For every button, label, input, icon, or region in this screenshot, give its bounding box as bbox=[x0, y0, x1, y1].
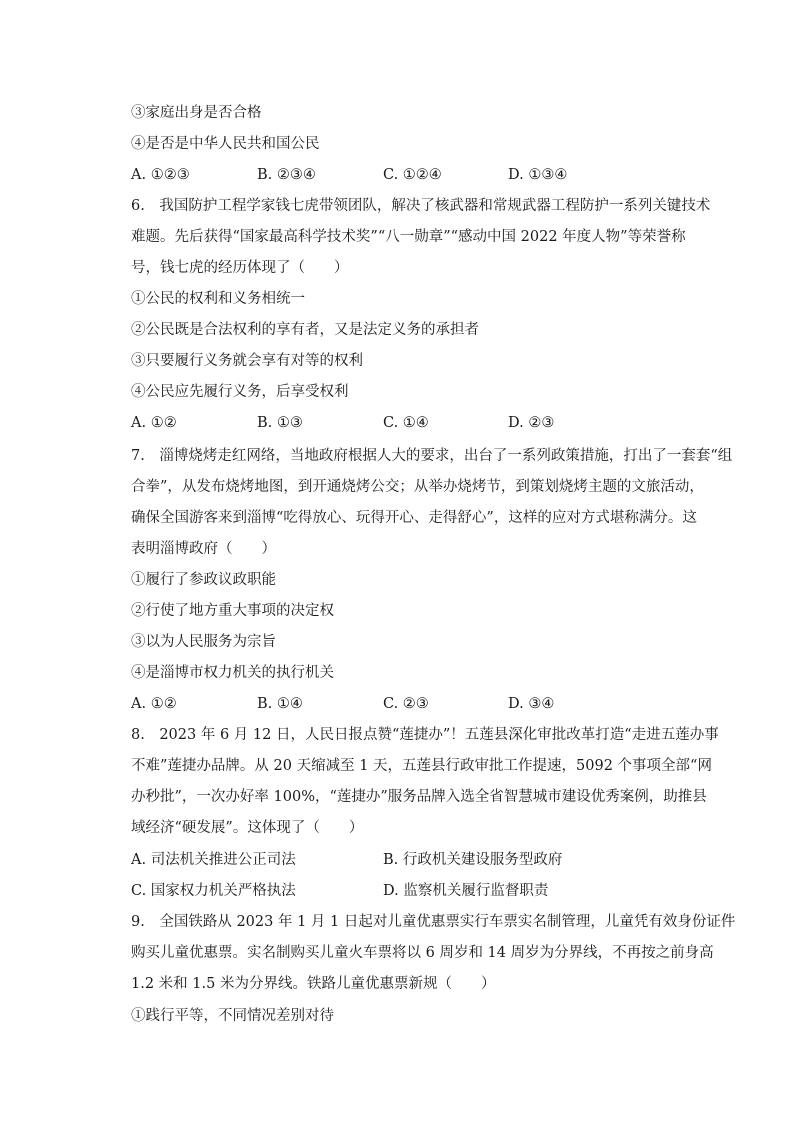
q9-stem-line-3: 1.2 米和 1.5 米为分界线。铁路儿童优惠票新规（ ） bbox=[131, 976, 496, 992]
q6-item-1: ①公民的权利和义务相统一 bbox=[131, 291, 305, 307]
q6-item-3: ③只要履行义务就会享有对等的权利 bbox=[131, 353, 363, 369]
q6-stem-line-2: 难题。先后获得“国家最高科学技术奖”“八一勋章”“感动中国 2022 年度人物”等荣誉称 bbox=[131, 229, 686, 245]
q8-stem-line-2: 不难”莲捷办品牌。从 20 天缩减至 1 天，五莲县行政审批工作提速，5092 个事项全部“网 bbox=[131, 758, 712, 774]
q6-stem-line-1: 6. 我国防护工程学家钱七虎带领团队，解决了核武器和常规武器工程防护一系列关键技术 bbox=[131, 198, 711, 214]
q6-item-4: ④公民应先履行义务，后享受权利 bbox=[131, 384, 349, 400]
q7-stem-line-4: 表明淄博政府（ ） bbox=[131, 541, 276, 557]
q6-option-b: B. ①③ bbox=[257, 415, 303, 431]
q6-options bbox=[131, 385, 691, 405]
q6-stem-line-3: 号，钱七虎的经历体现了（ ） bbox=[131, 260, 349, 276]
q5-options bbox=[131, 165, 691, 185]
q7-stem-line-3: 确保全国游客来到淄博“吃得放心、玩得开心、走得舒心”，这样的应对方式堪称满分。这 bbox=[131, 510, 697, 526]
q8-stem-line-4: 域经济“硬发展”。这体现了（ ） bbox=[131, 820, 364, 836]
q7-option-b: B. ①④ bbox=[257, 696, 303, 712]
q9-stem-line-2: 购买儿童优惠票。实名制购买儿童火车票将以 6 周岁和 14 周岁为分界线，不再按之前身高 bbox=[131, 945, 714, 961]
q7-option-d: D. ③④ bbox=[508, 696, 555, 712]
q7-item-4: ④是淄博市权力机关的执行机关 bbox=[131, 665, 334, 681]
q8-option-c: C. 国家权力机关严格执法 bbox=[131, 883, 296, 899]
q9-stem-line-1: 9. 全国铁路从 2023 年 1 月 1 日起对儿童优惠票实行车票实名制管理，儿童凭有效身份证件 bbox=[131, 914, 736, 930]
q8-options-row-2 bbox=[131, 881, 691, 901]
q7-item-2: ②行使了地方重大事项的决定权 bbox=[131, 603, 334, 619]
q9-item-1: ①践行平等，不同情况差别对待 bbox=[131, 1008, 334, 1024]
q5-option-a: A. ①②③ bbox=[131, 167, 190, 183]
q6-option-c: C. ①④ bbox=[383, 415, 429, 431]
q8-stem-line-1: 8. 2023 年 6 月 12 日，人民日报点赞“莲捷办”！五莲县深化审批改革打造“走进五莲办事 bbox=[131, 727, 719, 743]
q7-option-a: A. ①② bbox=[131, 696, 177, 712]
q5-option-b: B. ②③④ bbox=[257, 167, 316, 183]
q5-item-4: ④是否是中华人民共和国公民 bbox=[131, 136, 320, 152]
q5-option-c: C. ①②④ bbox=[383, 167, 442, 183]
q5-option-d: D. ①③④ bbox=[508, 167, 568, 183]
q6-options-row bbox=[131, 413, 691, 433]
q7-item-3: ③以为人民服务为宗旨 bbox=[131, 634, 276, 650]
q7-item-1: ①履行了参政议政职能 bbox=[131, 572, 276, 588]
q5-item-3: ③家庭出身是否合格 bbox=[131, 105, 262, 121]
q8-option-a: A. 司法机关推进公正司法 bbox=[131, 852, 296, 868]
q7-options bbox=[131, 694, 691, 714]
q6-option-a: A. ①② bbox=[131, 415, 177, 431]
q8-option-d: D. 监察机关履行监督职责 bbox=[383, 883, 549, 899]
q8-options-row-1 bbox=[131, 850, 691, 870]
q6-option-d: D. ②③ bbox=[508, 415, 555, 431]
q8-stem-line-3: 办秒批”，一次办好率 100%，“莲捷办”服务品牌入选全省智慧城市建设优秀案例，助推县 bbox=[131, 789, 707, 805]
q7-stem-line-1: 7. 淄博烧烤走红网络，当地政府根据人大的要求，出台了一系列政策措施，打出了一套套“组 bbox=[131, 448, 733, 464]
q6-item-2: ②公民既是合法权利的享有者，又是法定义务的承担者 bbox=[131, 322, 479, 338]
q7-stem-line-2: 合拳”，从发布烧烤地图，到开通烧烤公交；从举办烧烤节，到策划烧烤主题的文旅活动， bbox=[131, 479, 704, 495]
q8-option-b: B. 行政机关建设服务型政府 bbox=[383, 852, 563, 868]
q7-option-c: C. ②③ bbox=[383, 696, 429, 712]
